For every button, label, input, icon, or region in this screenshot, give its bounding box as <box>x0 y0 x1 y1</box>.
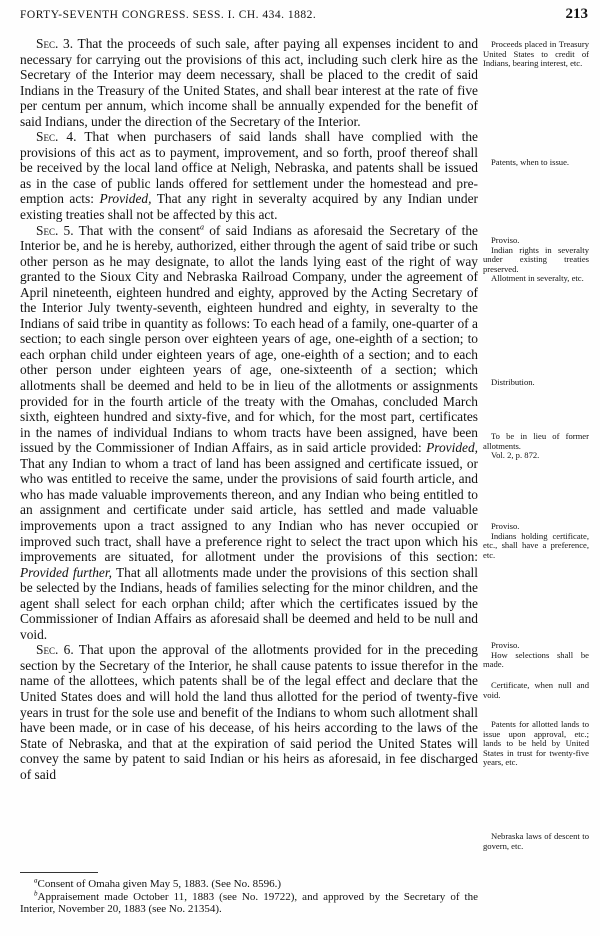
section-4-text-b: That any right in severalty acquired by any Indian under existing treaties shall not be affected by this act. <box>20 191 478 223</box>
section-3-text: That the proceeds of such sale, after paying all expenses incident to and necessary for carrying out the provisions of this act, including such clerk hire as the Secretary of the Interior may deem necessary, shall be placed to the credit of said Indians in the Treasury of the United States, and shall bear interest at the rate of five per centum per annum, which income shall be annually expended for the benefit of said Indians, under the direction of the Secretary of the Interior. <box>20 36 479 129</box>
statute-body <box>20 36 478 782</box>
margin-note-proviso-rights: Proviso. Indian rights in severalty under existing treaties preserved. Allotment in severalty, etc. <box>483 235 589 284</box>
section-5-text-a: That with the consent <box>78 222 200 238</box>
footnote-b: $^b$Appraisement made October 11, 1883 (see No. 19722), and approved by the Secretary of the Interior, November 20, 1883 (see No. 21354). <box>20 888 478 915</box>
footnote-ref-a: a <box>199 222 204 232</box>
footnote-a: $^a$Consent of Omaha given May 5, 1883. (See No. 8596.) <box>34 876 281 890</box>
margin-note-nebraska-laws: Nebraska laws of descent to govern, etc. <box>483 831 589 851</box>
section-4-proviso: Provided, <box>99 191 152 207</box>
margin-note-certificate: Certificate, when null and void. <box>483 680 589 700</box>
section-3 <box>20 36 478 129</box>
section-5 <box>20 223 478 643</box>
section-5-text-b: of said Indians as aforesaid the Secretary of the Interior be, and he is hereby, authorized, either through the agent of said tribe or such other person as he may designate, to allot the lands lying east of the right of way granted to the Sioux City and Nebraska Railroad Company, under the agreement of April nineteenth, eighteen hundred and eighty, approved by the Acting Secretary of the Interior July twenty-seventh, eighteen hundred and eighty, in severalty to the Indians of said tribe in quantity as follows: To each head of a family, one-quarter of a section; to each single person over eighteen years of age, one-eighth of a section; to each orphan child under eighteen years of age, one-eighth of a section; and to each other person under eighteen years of age, one-sixteenth of a section; which allotments shall be deemed and held to be in lieu of the allotments or assignments provided for in the fourth article of the treaty with the Omahas, concluded March sixth, eighteen hundred and sixty-five, and for which, for the most part, certificates in the names of individual Indians to whom tracts have been assigned, have been issued by the Commissioner of Indian Affairs, as in said article provided: <box>20 222 478 456</box>
footnotes <box>20 878 478 916</box>
section-6 <box>20 642 478 782</box>
margin-note-preference: Proviso. Indians holding certificate, etc., shall have a preference, etc. <box>483 521 589 560</box>
margin-note-in-lieu: To be in lieu of former allotments. Vol. 2, p. 872. <box>483 431 589 461</box>
margin-note-selections: Proviso. How selections shall be made. <box>483 640 589 670</box>
section-3-label: Sec. 3. <box>36 36 74 51</box>
section-5-label: Sec. 5. <box>36 222 74 238</box>
section-5-proviso-1: Provided, <box>426 440 478 456</box>
section-6-label: Sec. 6. <box>36 642 74 658</box>
section-5-text-d: That all allotments made under the provisions of this section shall be selected by the Indians, heads of families selecting for the minor children, and the agent shall select for each orphan child; after which the certificates issued by the Commissioner of Indian Affairs as aforesaid shall be deemed and held to be null and void. <box>20 564 478 642</box>
running-header <box>20 6 588 23</box>
margin-note-proceeds: Proceeds placed in Treasury United States to credit of Indians, bearing interest, etc. <box>483 39 589 69</box>
margin-note-patents: Patents, when to issue. <box>491 157 570 167</box>
section-4-text-a: That when purchasers of said lands shall have complied with the provisions of this act as to payment, improvement, and so forth, proof thereof shall be received by the local land office at Neligh, Nebraska, and patents shall be issued as in the case of public lands offered for settlement under the homestead and pre-emption acts: <box>20 129 478 207</box>
margin-note-distribution: Distribution. <box>491 377 535 387</box>
section-4 <box>20 129 478 222</box>
section-6-text: That upon the approval of the allotments provided for in the preceding section by the Secretary of the Interior, he shall cause patents to issue therefor in the name of the allottees, which patents shall be of the legal effect and declare that the United States does and will hold the land thus allotted for the period of twenty-five years in trust for the sole use and benefit of the Indians to whom such allotment shall have been made, or in case of his decease, of his heirs according to the laws of the State of Nebraska, and that at the expiration of said period the United States will convey the same by patent to said Indian or his heirs as aforesaid, in fee discharged of said <box>20 642 478 782</box>
section-5-text-c: That any Indian to whom a tract of land has been assigned and certificate issued, or who was entitled to receive the same, under the provisions of said fourth article, and who has made valuable improvements thereon, and any Indian who being entitled to an assignment and certificate under said article, has settled and made valuable improvements upon a tract assigned to any Indian who has never occupied or improved such tract, shall have a preference right to select the tract upon which his improvements are situated, for allotment under the provisions of this section: <box>20 455 478 565</box>
section-5-proviso-2: Provided further, <box>20 564 112 580</box>
footnote-rule <box>20 872 98 873</box>
running-head: FORTY-SEVENTH CONGRESS. SESS. I. CH. 434. 1882. <box>20 9 317 21</box>
section-4-label: Sec. 4. <box>36 129 77 145</box>
margin-note-allotted-patents: Patents for allotted lands to issue upon approval, etc.; lands to be held by United States in trust for twenty-five years, etc. <box>483 719 589 768</box>
page-number: 213 <box>565 6 588 22</box>
